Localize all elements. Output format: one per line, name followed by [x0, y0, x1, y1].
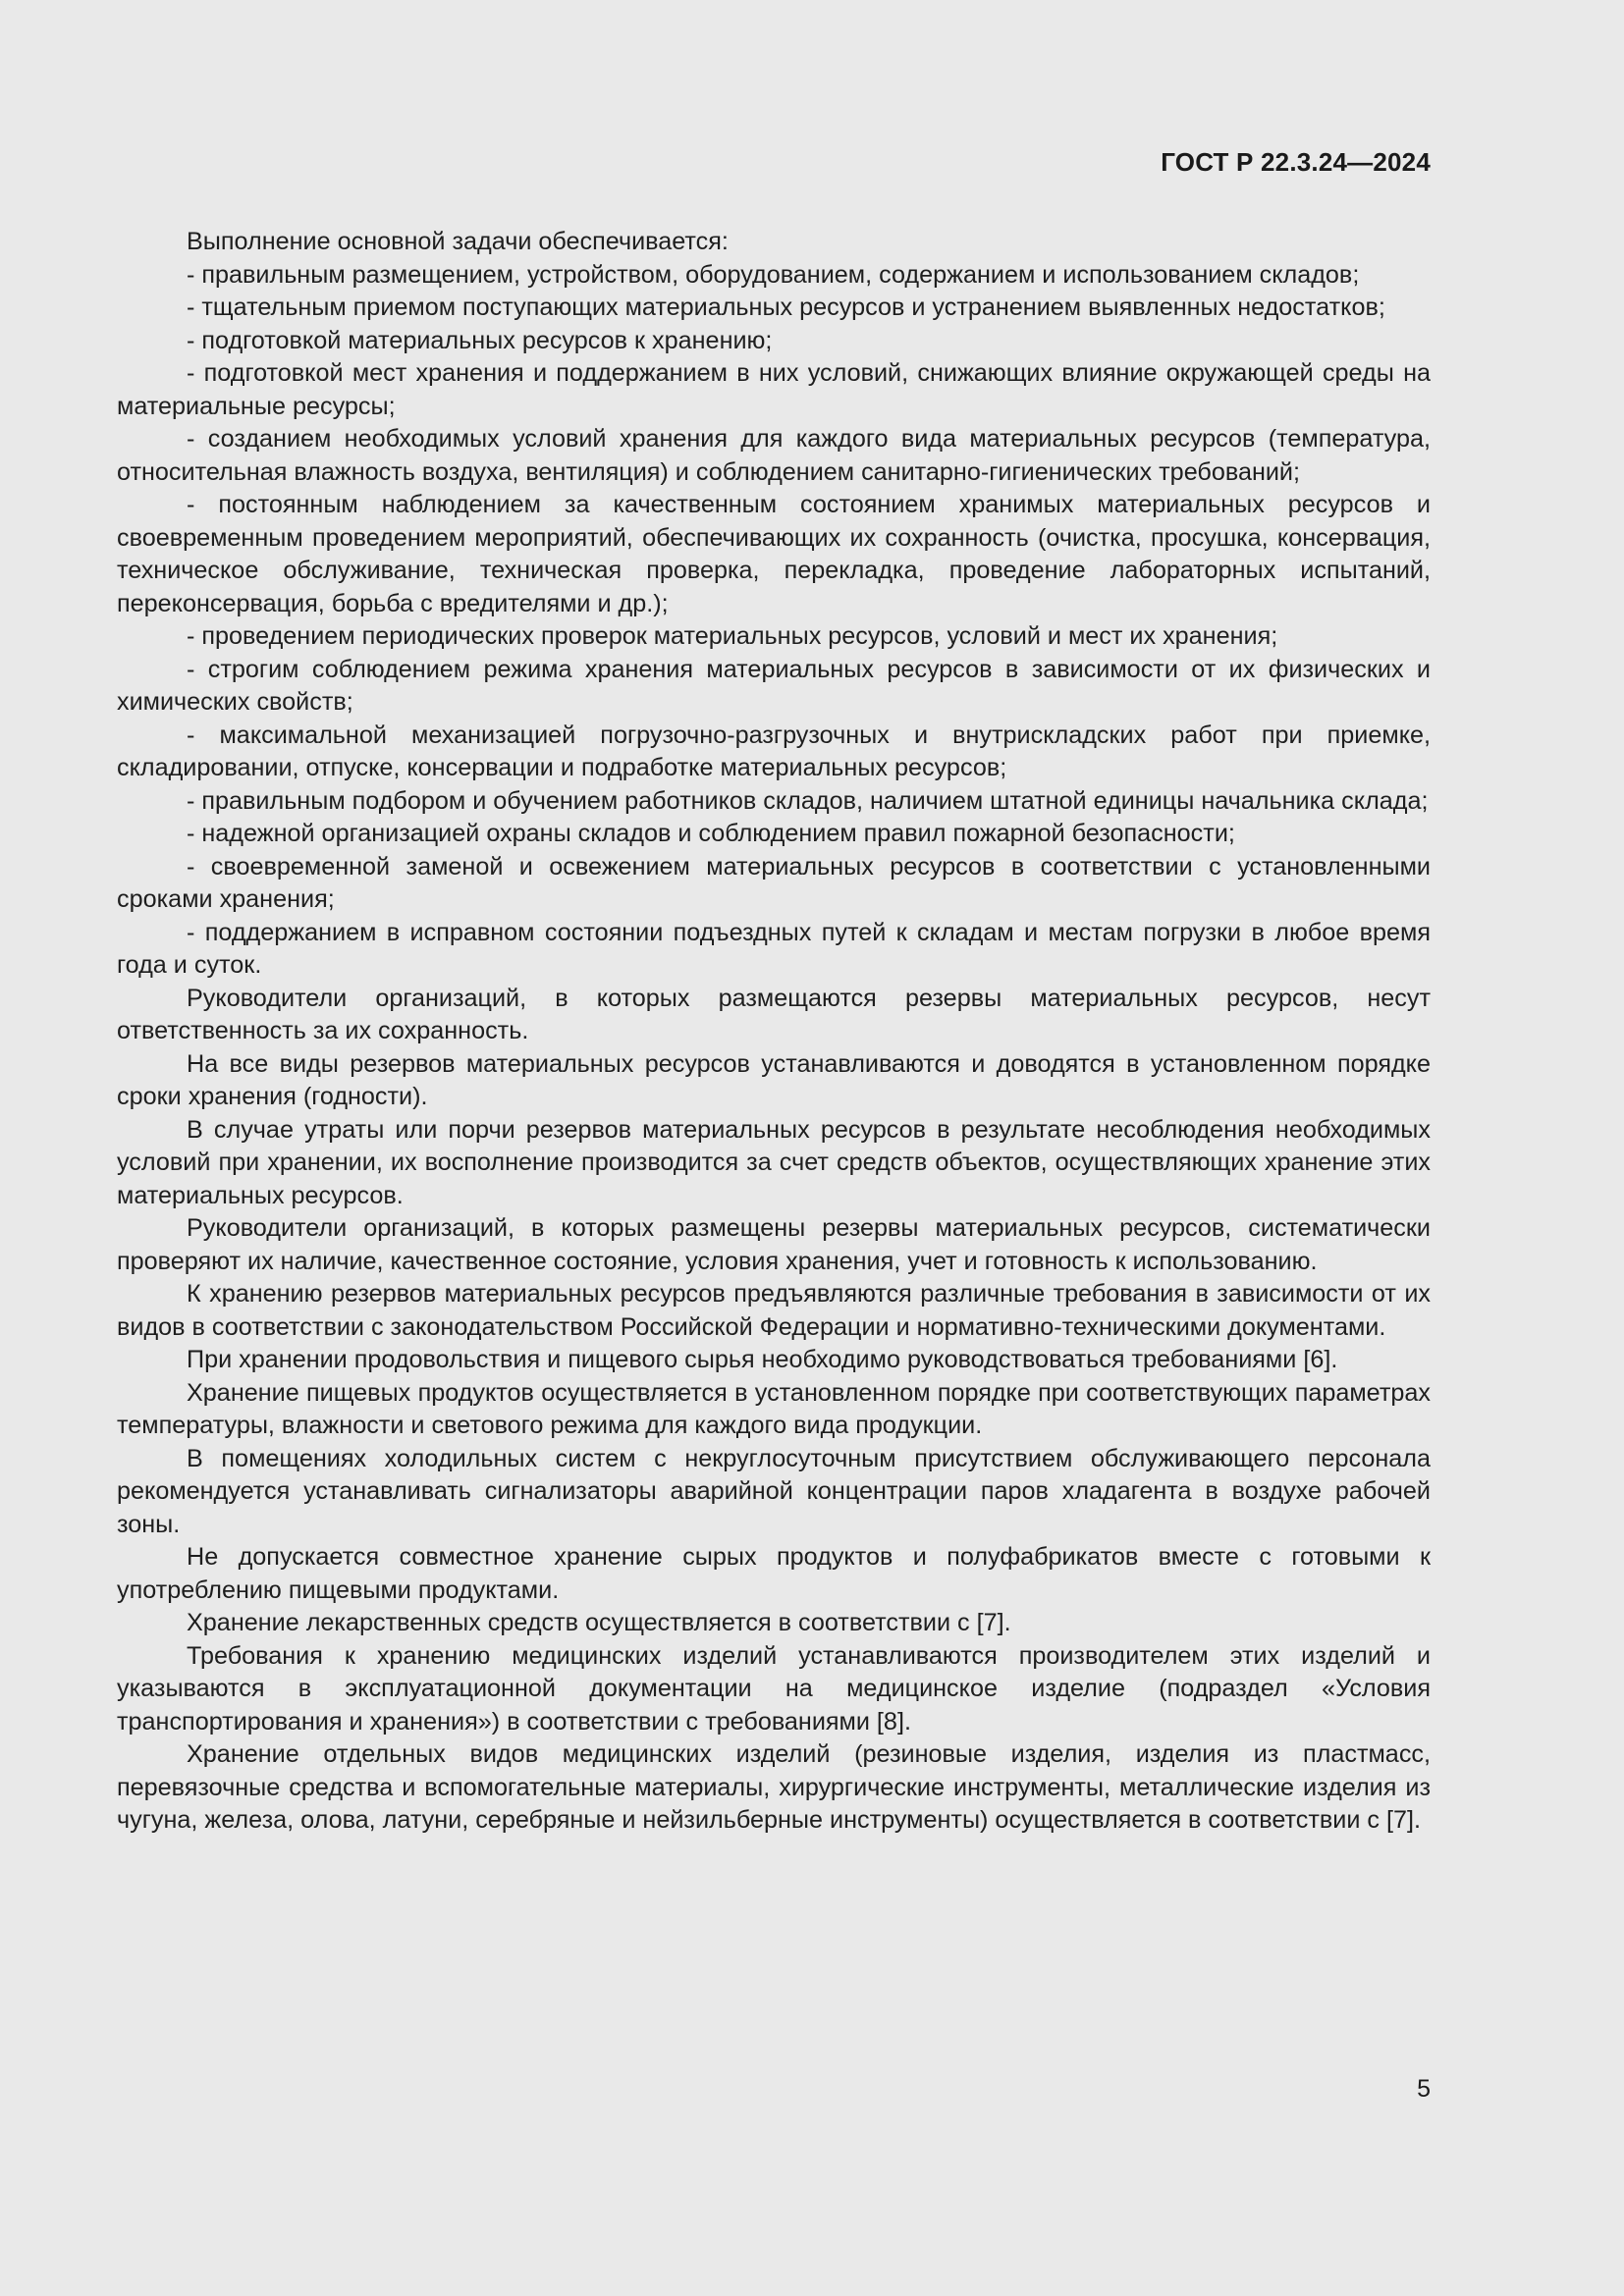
paragraph: В помещениях холодильных систем с некруглосуточным присутствием обслуживающего персонала рекомендуется устанавливать сигнализаторы аварийной концентрации паров хладагента в воздухе рабочей зоны.: [117, 1444, 1431, 1538]
paragraph: К хранению резервов материальных ресурсов предъявляются различные требования в зависимости от их видов в соответствии с законодательством Российской Федерации и нормативно-техническими документами.: [117, 1280, 1431, 1341]
list-item: - максимальной механизацией погрузочно-разгрузочных и внутрискладских работ при приемке, складировании, отпуске, консервации и подработке материальных ресурсов;: [117, 721, 1431, 781]
list-item: - подготовкой мест хранения и поддержанием в них условий, снижающих влияние окружающей среды на материальные ресурсы;: [117, 359, 1431, 420]
paragraph: Требования к хранению медицинских изделий устанавливаются производителем этих изделий и указываются в эксплуатационной документации на медицинское изделие (подраздел «Условия транспортирования и хранения») в соответствии с требованиями [8].: [117, 1641, 1431, 1735]
list-item: - проведением периодических проверок материальных ресурсов, условий и мест их хранения;: [187, 622, 1278, 650]
list-item: - надежной организацией охраны складов и соблюдением правил пожарной безопасности;: [187, 820, 1235, 847]
list-item: - строгим соблюдением режима хранения материальных ресурсов в зависимости от их физических и химических свойств;: [117, 655, 1431, 716]
paragraph: На все виды резервов материальных ресурсов устанавливаются и доводятся в установленном порядке сроки хранения (годности).: [117, 1049, 1431, 1110]
document-code-header: ГОСТ Р 22.3.24—2024: [1161, 147, 1431, 177]
list-item: - подготовкой материальных ресурсов к хранению;: [187, 326, 773, 354]
list-item: - поддержанием в исправном состоянии подъездных путей к складам и местам погрузки в любое время года и суток.: [117, 918, 1431, 979]
list-item: - правильным подбором и обучением работников складов, наличием штатной единицы начальника склада;: [187, 786, 1429, 815]
document-body: [117, 226, 1431, 1838]
list-item: - постоянным наблюдением за качественным состоянием хранимых материальных ресурсов и своевременным проведением мероприятий, обеспечивающих их сохранность (очистка, просушка, консервация, техническое обслуживание, техническая проверка, перекладка, проведение лабораторных испытаний, переконсервация, борьба с вредителями и др.);: [117, 491, 1431, 617]
page-number: 5: [1417, 2075, 1431, 2103]
paragraph: В случае утраты или порчи резервов материальных ресурсов в результате несоблюдения необходимых условий при хранении, их восполнение производится за счет средств объектов, осуществляющих хранение этих материальных ресурсов.: [117, 1115, 1431, 1209]
paragraph-intro: Выполнение основной задачи обеспечивается:: [187, 228, 729, 255]
paragraph: При хранении продовольствия и пищевого сырья необходимо руководствоваться требованиями [6].: [187, 1346, 1338, 1373]
paragraph: Хранение лекарственных средств осуществляется в соответствии с [7].: [187, 1609, 1011, 1636]
list-item: - тщательным приемом поступающих материальных ресурсов и устранением выявленных недостатков;: [187, 294, 1385, 321]
list-item: - созданием необходимых условий хранения для каждого вида материальных ресурсов (температура, относительная влажность воздуха, вентиляция) и соблюдением санитарно-гигиенических требований;: [117, 425, 1431, 486]
paragraph: Руководители организаций, в которых размещены резервы материальных ресурсов, систематически проверяют их наличие, качественное состояние, условия хранения, учет и готовность к использованию.: [117, 1214, 1431, 1275]
paragraph: Хранение отдельных видов медицинских изделий (резиновые изделия, изделия из пластмасс, перевязочные средства и вспомогательные материалы, хирургические инструменты, металлические изделия из чугуна, железа, олова, латуни, серебряные и нейзильберные инструменты) осуществляется в соответствии с [7].: [117, 1740, 1431, 1834]
paragraph: Хранение пищевых продуктов осуществляется в установленном порядке при соответствующих параметрах температуры, влажности и светового режима для каждого вида продукции.: [117, 1378, 1431, 1439]
paragraph: Не допускается совместное хранение сырых продуктов и полуфабрикатов вместе с готовыми к употреблению пищевыми продуктами.: [117, 1543, 1431, 1604]
paragraph: Руководители организаций, в которых размещаются резервы материальных ресурсов, несут ответственность за их сохранность.: [117, 984, 1431, 1044]
list-item: - правильным размещением, устройством, оборудованием, содержанием и использованием складов;: [187, 260, 1360, 289]
list-item: - своевременной заменой и освежением материальных ресурсов в соответствии с установленными сроками хранения;: [117, 852, 1431, 913]
